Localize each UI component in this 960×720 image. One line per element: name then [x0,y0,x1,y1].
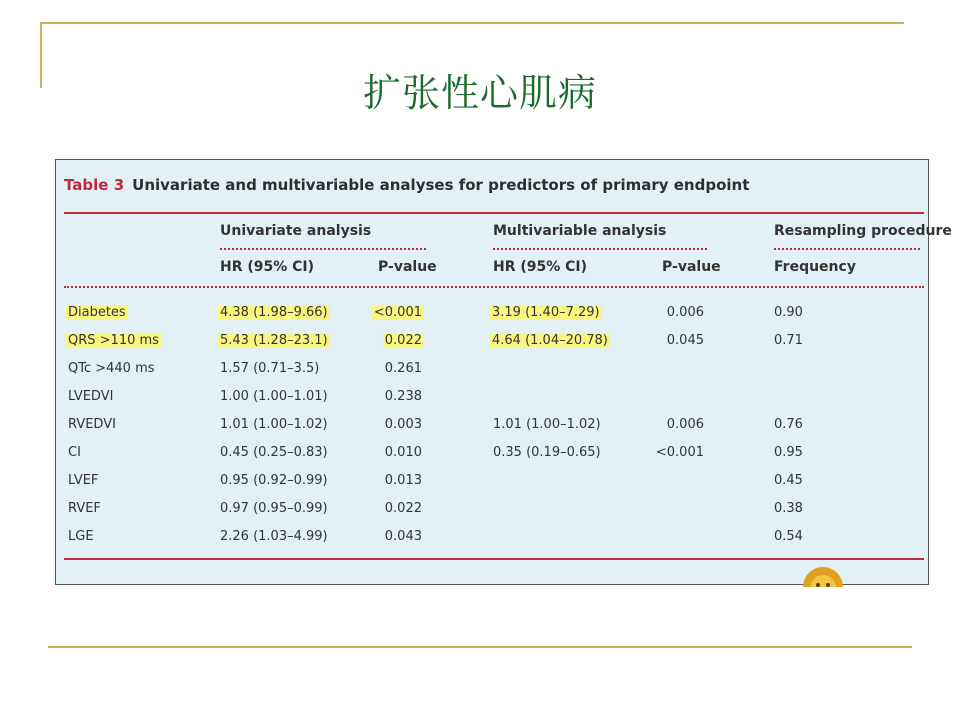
uni-p-cell: <0.001 [373,305,422,320]
multi-p-cell: <0.001 [655,445,704,460]
decorative-top-line [40,22,904,24]
frequency-header: Frequency [774,259,856,275]
uni-p-cell: 0.238 [384,389,422,404]
uni-hr-cell: 1.00 (1.00–1.01) [220,389,328,404]
frequency-cell: 0.95 [774,445,803,460]
table-image-panel [55,159,952,585]
multi-hr-cell: 0.35 (0.19–0.65) [493,445,601,460]
uni-p-cell: 0.013 [384,473,422,488]
variable-cell: Diabetes [68,305,126,320]
frequency-cell: 0.71 [774,333,803,348]
uni-hr-cell: 0.45 (0.25–0.83) [220,445,328,460]
p2-header: P-value [662,259,721,275]
uni-p-cell: 0.261 [384,361,422,376]
variable-cell: LVEF [68,473,99,488]
multivariable-group-header: Multivariable analysis [493,223,667,239]
decorative-bottom-line [48,646,912,648]
header-top-rule [64,212,924,214]
frequency-cell: 0.45 [774,473,803,488]
uni-hr-cell: 1.57 (0.71–3.5) [220,361,320,376]
uni-hr-cell: 4.38 (1.98–9.66) [220,305,328,320]
multi-p-cell: 0.045 [666,333,704,348]
uni-p-cell: 0.043 [384,529,422,544]
frequency-cell: 0.90 [774,305,803,320]
lion-mascot-icon [801,565,845,587]
slide-title: 扩张性心肌病 [362,71,597,115]
multi-hr-cell: 3.19 (1.40–7.29) [492,305,600,320]
uni-hr-cell: 0.95 (0.92–0.99) [220,473,328,488]
variable-cell: QTc >440 ms [68,361,155,376]
uni-hr-cell: 5.43 (1.28–23.1) [220,333,328,348]
variable-cell: CI [68,445,81,460]
table-label: Table 3 [64,176,125,194]
table-caption-text: Univariate and multivariable analyses for predictors of primary endpoint [132,176,750,194]
univariate-group-header: Univariate analysis [220,223,372,239]
multi-hr-cell: 1.01 (1.00–1.02) [493,417,601,432]
uni-hr-cell: 1.01 (1.00–1.02) [220,417,328,432]
uni-p-cell: 0.003 [384,417,422,432]
multi-p-cell: 0.006 [666,417,704,432]
multi-hr-cell: 4.64 (1.04–20.78) [492,333,608,348]
frequency-cell: 0.54 [774,529,803,544]
frequency-cell: 0.76 [774,417,803,432]
uni-hr-cell: 2.26 (1.03–4.99) [220,529,328,544]
frequency-cell: 0.38 [774,501,803,516]
resampling-group-header: Resampling procedure [774,223,952,239]
uni-hr-cell: 0.97 (0.95–0.99) [220,501,328,516]
hr2-header: HR (95% CI) [493,259,588,275]
table-caption [64,176,749,194]
variable-cell: QRS >110 ms [68,333,159,348]
uni-p-cell: 0.010 [384,445,422,460]
multivariable-dotted-rule [493,248,707,250]
variable-cell: RVEF [68,501,101,516]
resampling-dotted-rule [774,248,920,250]
variable-cell: RVEDVI [68,417,116,432]
p1-header: P-value [378,259,437,275]
variable-cell: LGE [68,529,94,544]
hr1-header: HR (95% CI) [220,259,315,275]
uni-p-cell: 0.022 [384,501,422,516]
header-bottom-rule [64,286,924,288]
univariate-dotted-rule [220,248,426,250]
table-bottom-rule [64,558,924,560]
multi-p-cell: 0.006 [666,305,704,320]
uni-p-cell: 0.022 [384,333,422,348]
variable-cell: LVEDVI [68,389,114,404]
